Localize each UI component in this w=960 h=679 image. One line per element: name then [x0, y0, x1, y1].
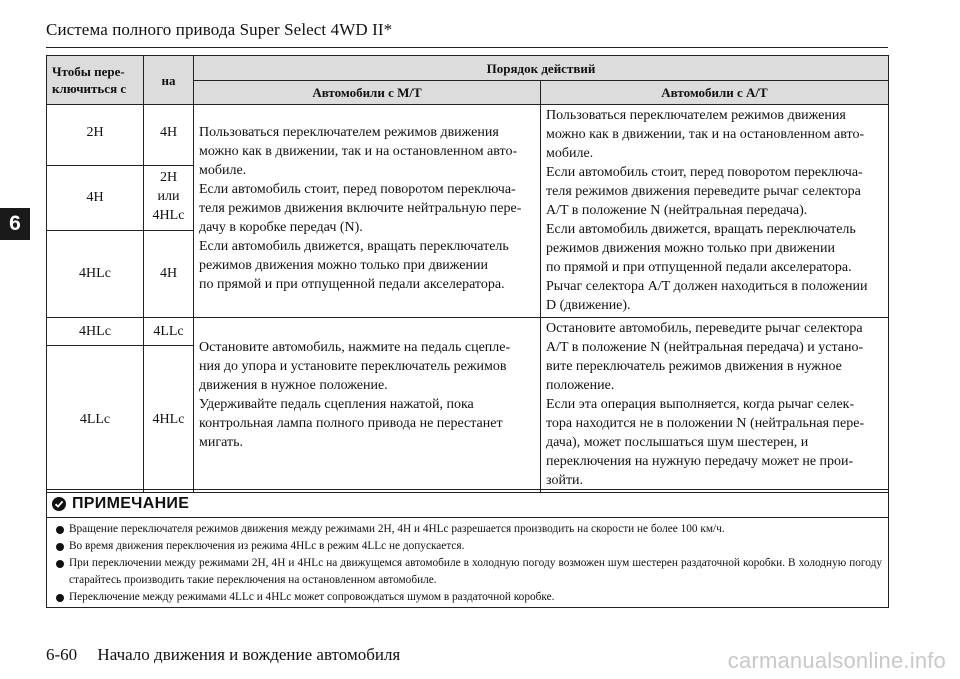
procedure-line: Пользоваться переключателем режимов движения	[546, 108, 846, 123]
procedure-mt-group1	[194, 105, 541, 318]
procedure-line: Если автомобиль движется, вращать переключатель	[199, 239, 509, 254]
procedure-line: дачу в коробке передач (N).	[199, 220, 363, 235]
procedure-line: вите переключатель режимов движения в нужное	[546, 359, 842, 374]
procedure-line: теля режимов движения переведите рычаг селектора	[546, 184, 861, 199]
cell-to-line: или	[157, 188, 180, 204]
procedure-line: Если автомобиль стоит, перед поворотом переключа-	[546, 165, 863, 180]
procedure-at-group1	[541, 105, 889, 318]
procedure-line: режимов движения можно только при движении	[199, 258, 488, 273]
cell-to: 4H	[144, 230, 194, 317]
header-procedure: Порядок действий	[194, 56, 889, 81]
list-item: Переключение между режимами 4LLc и 4HLc может сопровождаться шумом в раздаточной коробке.	[55, 589, 882, 606]
procedure-line: Остановите автомобиль, нажмите на педаль сцепле-	[199, 340, 511, 355]
procedure-line: Если эта операция выполняется, когда рычаг селек-	[546, 397, 855, 412]
procedure-at-group2	[541, 318, 889, 493]
list-item: Вращение переключателя режимов движения между режимами 2H, 4H и 4HLc разрешается производить на скорости не более 100 км/ч.	[55, 521, 882, 538]
procedure-line: D (движение).	[546, 298, 631, 313]
procedure-line: зойти.	[546, 473, 584, 488]
header-mt: Автомобили с M/T	[194, 81, 541, 105]
procedure-line: тора находится не в положении N (нейтральная пере-	[546, 416, 865, 431]
procedure-line: можно как в движении, так и на остановленном авто-	[546, 127, 865, 142]
procedure-line: Если автомобиль движется, вращать переключатель	[546, 222, 856, 237]
procedure-line: Если автомобиль стоит, перед поворотом переключа-	[199, 182, 516, 197]
procedure-line: режимов движения можно только при движении	[546, 241, 835, 256]
procedure-line: дача), может послышаться шум шестерен, и	[546, 435, 809, 450]
page-footer	[46, 645, 400, 665]
note-box	[46, 489, 889, 608]
procedure-text	[199, 338, 535, 452]
header-at: Автомобили с A/T	[541, 81, 889, 105]
chapter-tab: 6	[0, 208, 30, 240]
table-row	[47, 105, 889, 166]
procedure-text	[546, 319, 883, 490]
section-title: Начало движения и вождение автомобиля	[97, 645, 401, 664]
cell-to: 4LLc	[144, 318, 194, 346]
header-switch-to: на	[144, 56, 194, 105]
procedure-line: положение.	[546, 378, 615, 393]
procedure-line: Пользоваться переключателем режимов движения	[199, 125, 499, 140]
page-header-title: Система полного привода Super Select 4WD II*	[46, 20, 393, 39]
procedure-line: по прямой и при отпущенной педали акселератора.	[546, 260, 852, 275]
list-item: При переключении между режимами 2H, 4H и 4HLc на движущемся автомобиле в холодную погоду возможен шум шестерен раздаточной коробки. В холодную погоду старайтесь производить такие переключения на остановленном автомобиле.	[55, 555, 882, 589]
note-title: ПРИМЕЧАНИЕ	[72, 494, 190, 512]
procedure-text	[546, 106, 883, 315]
cell-to-multi	[144, 165, 194, 230]
procedure-line: Остановите автомобиль, переведите рычаг селектора	[546, 321, 863, 336]
mode-switch-table	[46, 55, 889, 493]
procedure-line: можно как в движении, так и на остановленном авто-	[199, 144, 518, 159]
procedure-line: контрольная лампа полного привода не перестанет	[199, 416, 503, 431]
procedure-line: теля режимов движения включите нейтральную пере-	[199, 201, 522, 216]
procedure-line: A/T в положение N (нейтральная передача) и устано-	[546, 340, 864, 355]
procedure-line: по прямой и при отпущенной педали акселератора.	[199, 277, 505, 292]
cell-to-line: 2H	[159, 169, 178, 185]
procedure-line: мобиле.	[546, 146, 594, 161]
note-list	[47, 518, 888, 606]
table-row	[47, 318, 889, 346]
note-header	[47, 490, 888, 518]
cell-from: 4HLc	[47, 318, 144, 346]
procedure-line: переключения на нужную передачу может не прои-	[546, 454, 854, 469]
procedure-mt-group2	[194, 318, 541, 493]
cell-to: 4HLc	[144, 346, 194, 493]
procedure-line: ния до упора и установите переключатель режимов	[199, 359, 507, 374]
procedure-text	[199, 123, 535, 294]
procedure-line: движения в нужное положение.	[199, 378, 388, 393]
watermark: carmanualsonline.info	[727, 648, 946, 673]
cell-to-line: 4HLc	[152, 207, 185, 223]
procedure-line: мобиле.	[199, 163, 247, 178]
header-switch-from: Чтобы пере-ключиться с	[47, 56, 144, 105]
checkmark-icon	[52, 497, 66, 511]
page-number: 6-60	[46, 645, 78, 664]
cell-from: 4HLc	[47, 230, 144, 317]
procedure-line: мигать.	[199, 435, 243, 450]
list-item: Во время движения переключения из режима 4HLc в режим 4LLc не допускается.	[55, 538, 882, 555]
cell-from: 2H	[47, 105, 144, 166]
cell-from: 4H	[47, 165, 144, 230]
procedure-line: A/T в положение N (нейтральная передача).	[546, 203, 808, 218]
header-divider	[46, 47, 888, 48]
procedure-line: Удерживайте педаль сцепления нажатой, пока	[199, 397, 474, 412]
cell-from: 4LLc	[47, 346, 144, 493]
procedure-line: Рычаг селектора A/T должен находиться в положении	[546, 279, 868, 294]
cell-to: 4H	[144, 105, 194, 166]
